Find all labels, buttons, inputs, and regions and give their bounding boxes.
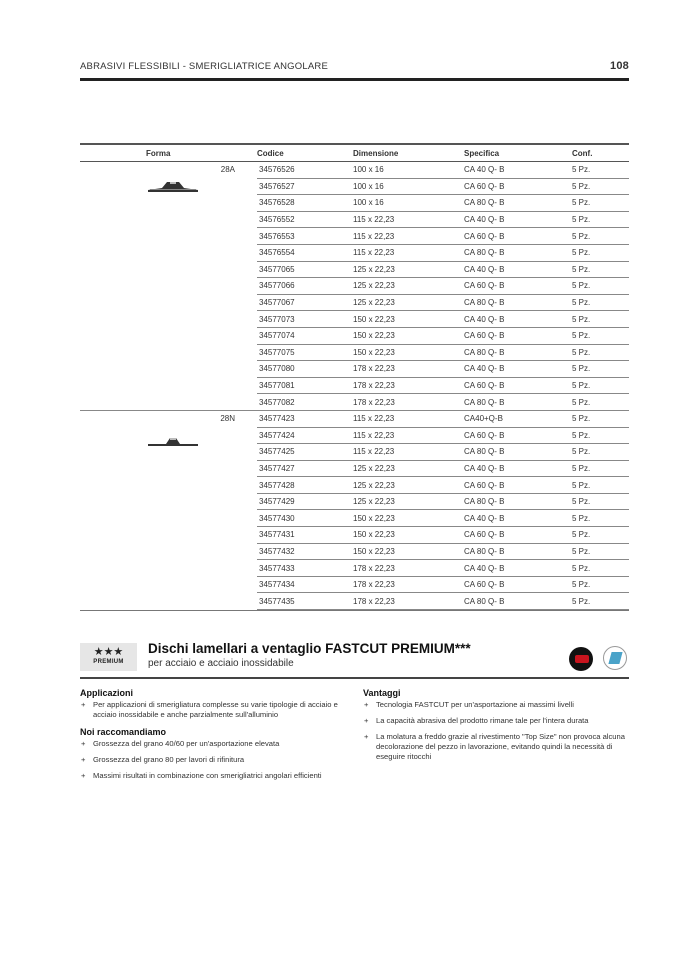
code-cell: 34577065 <box>257 261 353 278</box>
code-cell: 34577075 <box>257 344 353 361</box>
pack-cell: 5 Pz. <box>572 311 629 328</box>
pack-cell: 5 Pz. <box>572 178 629 195</box>
forma-label: 28N <box>220 413 235 423</box>
spec-cell: CA 40 Q- B <box>464 311 572 328</box>
column-header: Forma <box>80 144 257 162</box>
spec-cell: CA 40 Q- B <box>464 162 572 179</box>
forma-cell <box>80 410 257 609</box>
spec-cell: CA 80 Q- B <box>464 543 572 560</box>
spec-cell: CA 80 Q- B <box>464 344 572 361</box>
spec-cell: CA 80 Q- B <box>464 493 572 510</box>
spec-cell: CA 40 Q- B <box>464 510 572 527</box>
code-cell: 34576527 <box>257 178 353 195</box>
page-header <box>80 61 629 72</box>
dimension-cell: 115 x 22,23 <box>353 444 464 461</box>
code-cell: 34577435 <box>257 593 353 610</box>
pack-cell: 5 Pz. <box>572 543 629 560</box>
dimension-cell: 115 x 22,23 <box>353 228 464 245</box>
dimension-cell: 178 x 22,23 <box>353 361 464 378</box>
bullet-item: + Grossezza del grano 40/60 per un'asportazione elevata <box>80 739 355 749</box>
pack-cell: 5 Pz. <box>572 576 629 593</box>
pack-cell: 5 Pz. <box>572 410 629 427</box>
spec-cell: CA 60 Q- B <box>464 377 572 394</box>
dimension-cell: 150 x 22,23 <box>353 344 464 361</box>
dimension-cell: 125 x 22,23 <box>353 278 464 295</box>
bullet-item: + La molatura a freddo grazie al rivestimento "Top Size" non provoca alcuna decolorazione del pezzo in lavorazione, evitando quindi la necessità di eseguire ritocchi <box>363 732 625 762</box>
pack-cell: 5 Pz. <box>572 427 629 444</box>
dimension-cell: 115 x 22,23 <box>353 410 464 427</box>
spec-cell: CA 60 Q- B <box>464 576 572 593</box>
spec-cell: CA 40 Q- B <box>464 560 572 577</box>
flap-disc-icon <box>148 180 198 192</box>
pack-cell: 5 Pz. <box>572 162 629 179</box>
code-cell: 34577082 <box>257 394 353 411</box>
code-cell: 34577429 <box>257 493 353 510</box>
spec-cell: CA 40 Q- B <box>464 211 572 228</box>
dimension-cell: 125 x 22,23 <box>353 460 464 477</box>
right-column <box>363 688 625 769</box>
badge-label: PREMIUM <box>93 659 124 665</box>
pack-cell: 5 Pz. <box>572 493 629 510</box>
code-cell: 34577424 <box>257 427 353 444</box>
pack-cell: 5 Pz. <box>572 278 629 295</box>
spec-cell: CA 60 Q- B <box>464 228 572 245</box>
product-table <box>80 143 629 610</box>
code-cell: 34577080 <box>257 361 353 378</box>
dimension-cell: 150 x 22,23 <box>353 311 464 328</box>
dimension-cell: 115 x 22,23 <box>353 427 464 444</box>
column-header: Codice <box>257 144 353 162</box>
dimension-cell: 125 x 22,23 <box>353 261 464 278</box>
dimension-cell: 178 x 22,23 <box>353 593 464 610</box>
code-cell: 34577432 <box>257 543 353 560</box>
code-cell: 34577433 <box>257 560 353 577</box>
bullet-item: + Tecnologia FASTCUT per un'asportazione ai massimi livelli <box>363 700 625 710</box>
pack-cell: 5 Pz. <box>572 394 629 411</box>
header-divider <box>80 78 629 81</box>
spec-cell: CA 80 Q- B <box>464 593 572 610</box>
bullet-item: + La capacità abrasiva del prodotto rimane tale per l'intera durata <box>363 716 625 726</box>
code-cell: 34577073 <box>257 311 353 328</box>
code-cell: 34577423 <box>257 410 353 427</box>
spec-cell: CA 60 Q- B <box>464 427 572 444</box>
dimension-cell: 115 x 22,23 <box>353 244 464 261</box>
pack-cell: 5 Pz. <box>572 261 629 278</box>
forma-cell <box>80 162 257 411</box>
flap-disc-icon <box>148 435 198 447</box>
code-cell: 34577431 <box>257 527 353 544</box>
dimension-cell: 100 x 16 <box>353 162 464 179</box>
spec-cell: CA 40 Q- B <box>464 460 572 477</box>
spec-cell: CA 40 Q- B <box>464 261 572 278</box>
column-header: Conf. <box>572 144 629 162</box>
forma-label: 28A <box>220 165 235 174</box>
pack-cell: 5 Pz. <box>572 444 629 461</box>
applicazioni-heading: Applicazioni <box>80 688 134 698</box>
pack-cell: 5 Pz. <box>572 195 629 212</box>
dimension-cell: 178 x 22,23 <box>353 394 464 411</box>
dimension-cell: 125 x 22,23 <box>353 477 464 494</box>
code-cell: 34577430 <box>257 510 353 527</box>
dimension-cell: 115 x 22,23 <box>353 211 464 228</box>
bullet-item: + Per applicazioni di smerigliatura complesse su varie tipologie di acciaio e acciaio inossidabile e anche parzialmente sull'alluminio <box>80 700 355 720</box>
pack-cell: 5 Pz. <box>572 327 629 344</box>
spec-cell: CA 60 Q- B <box>464 178 572 195</box>
spec-cell: CA40+Q-B <box>464 410 572 427</box>
product-title: Dischi lamellari a ventaglio FASTCUT PREMIUM*** <box>148 641 471 656</box>
pack-cell: 5 Pz. <box>572 527 629 544</box>
code-cell: 34576553 <box>257 228 353 245</box>
column-header: Specifica <box>464 144 572 162</box>
pack-cell: 5 Pz. <box>572 228 629 245</box>
left-column <box>80 688 355 788</box>
code-cell: 34577081 <box>257 377 353 394</box>
code-cell: 34576526 <box>257 162 353 179</box>
code-cell: 34576528 <box>257 195 353 212</box>
spec-cell: CA 60 Q- B <box>464 278 572 295</box>
table-bottom-divider <box>80 610 629 611</box>
dimension-cell: 150 x 22,23 <box>353 543 464 560</box>
code-cell: 34577434 <box>257 576 353 593</box>
code-cell: 34576552 <box>257 211 353 228</box>
inox-material-icon <box>569 647 593 671</box>
spec-cell: CA 60 Q- B <box>464 477 572 494</box>
pack-cell: 5 Pz. <box>572 361 629 378</box>
pack-cell: 5 Pz. <box>572 211 629 228</box>
pack-cell: 5 Pz. <box>572 460 629 477</box>
table-row <box>80 410 629 427</box>
spec-cell: CA 80 Q- B <box>464 394 572 411</box>
code-cell: 34577427 <box>257 460 353 477</box>
dimension-cell: 100 x 16 <box>353 178 464 195</box>
code-cell: 34577428 <box>257 477 353 494</box>
spec-cell: CA 60 Q- B <box>464 327 572 344</box>
spec-cell: CA 40 Q- B <box>464 361 572 378</box>
dimension-cell: 178 x 22,23 <box>353 560 464 577</box>
spec-cell: CA 80 Q- B <box>464 294 572 311</box>
pack-cell: 5 Pz. <box>572 344 629 361</box>
dimension-cell: 150 x 22,23 <box>353 510 464 527</box>
bullet-item: + Massimi risultati in combinazione con smerigliatrici angolari efficienti <box>80 771 355 781</box>
code-cell: 34577066 <box>257 278 353 295</box>
product-divider <box>80 677 629 679</box>
steel-material-icon <box>603 646 627 670</box>
pack-cell: 5 Pz. <box>572 377 629 394</box>
premium-badge <box>80 643 137 671</box>
dimension-cell: 178 x 22,23 <box>353 377 464 394</box>
spec-cell: CA 80 Q- B <box>464 444 572 461</box>
dimension-cell: 100 x 16 <box>353 195 464 212</box>
stars-icon: ★★★ <box>93 646 124 658</box>
spec-cell: CA 60 Q- B <box>464 527 572 544</box>
product-subtitle: per acciaio e acciaio inossidabile <box>148 658 294 669</box>
page-number: 108 <box>610 60 629 72</box>
dimension-cell: 150 x 22,23 <box>353 327 464 344</box>
spec-cell: CA 80 Q- B <box>464 195 572 212</box>
pack-cell: 5 Pz. <box>572 294 629 311</box>
pack-cell: 5 Pz. <box>572 244 629 261</box>
pack-cell: 5 Pz. <box>572 477 629 494</box>
column-header: Dimensione <box>353 144 464 162</box>
spec-cell: CA 80 Q- B <box>464 244 572 261</box>
dimension-cell: 125 x 22,23 <box>353 493 464 510</box>
dimension-cell: 178 x 22,23 <box>353 576 464 593</box>
dimension-cell: 150 x 22,23 <box>353 527 464 544</box>
bullet-item: + Grossezza del grano 80 per lavori di rifinitura <box>80 755 355 765</box>
code-cell: 34577067 <box>257 294 353 311</box>
applicazioni-list <box>80 700 355 720</box>
raccomandiamo-heading: Noi raccomandiamo <box>80 727 167 737</box>
table-row <box>80 162 629 179</box>
pack-cell: 5 Pz. <box>572 560 629 577</box>
vantaggi-list <box>363 700 625 762</box>
section-title: ABRASIVI FLESSIBILI - SMERIGLIATRICE ANGOLARE <box>80 61 328 72</box>
pack-cell: 5 Pz. <box>572 510 629 527</box>
pack-cell: 5 Pz. <box>572 593 629 610</box>
code-cell: 34577074 <box>257 327 353 344</box>
code-cell: 34576554 <box>257 244 353 261</box>
code-cell: 34577425 <box>257 444 353 461</box>
vantaggi-heading: Vantaggi <box>363 688 401 698</box>
raccomandiamo-list <box>80 739 355 781</box>
dimension-cell: 125 x 22,23 <box>353 294 464 311</box>
